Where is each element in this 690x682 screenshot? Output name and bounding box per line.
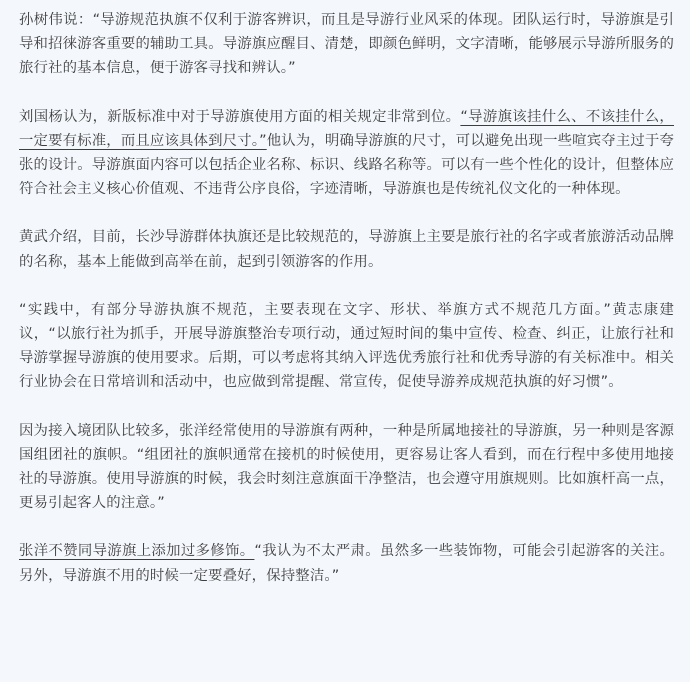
paragraph-liu-guoyang xyxy=(19,105,674,202)
paragraph-text: “实践中，有部分导游执旗不规范，主要表现在文字、形状、举旗方式不规范几方面。”黄志康建议，“以旅行社为抓手，开展导游旗整治专项行动，通过短时间的集中宣传、检查、纠正，让旅行社和导游掌握导游旗的使用要求。后期，可以考虑将其纳入评选优秀旅行社和优秀导游的有关标准中。相关行业协会在日常培训和活动中，也应做到常提醒、常宣传，促使导游养成规范执旗的好习惯”。 xyxy=(19,301,674,391)
paragraph-huang-wu xyxy=(19,225,674,273)
paragraph-huang-zhikang xyxy=(19,298,674,395)
paragraph-zhang-yang-decoration xyxy=(19,539,674,587)
paragraph-text: 孙树伟说：“导游规范执旗不仅利于游客辨识，而且是导游行业风采的体现。团队运行时，导游旗是引导和招徕游客重要的辅助工具。导游旗应醒目、清楚，即颜色鲜明，文字清晰，能够展示导游所服务的旅行社的基本信息，便于游客寻找和辨认。” xyxy=(19,12,674,77)
paragraph-text: 黄武介绍，目前，长沙导游群体执旗还是比较规范的，导游旗上主要是旅行社的名字或者旅游活动品牌的名称，基本上能做到高举在前，起到引领游客的作用。 xyxy=(19,229,674,270)
paragraph-text: 因为接入境团队比较多，张洋经常使用的导游旗有两种，一种是所属地接社的导游旗，另一种则是客源国组团社的旗帜。“组团社的旗帜通常在接机的时候使用，更容易让客人看到，而在行程中多使用地接社的导游旗。使用导游旗的时候，我会时刻注意旗面干净整洁，也会遵守用旗规则。比如旗杆高一点，更易引起客人的注意。” xyxy=(19,422,674,512)
paragraph-text: 他认为，明确导游旗的尺寸，可以避免出现一些喧宾夺主过于夸张的设计。导游旗面内容可以包括企业名称、标识、线路名称等。可以有一些个性化的设计，但整体应符合社会主义核心价值观、不违背公序良俗，字迹清晰，导游旗也是传统礼仪文化的一种体现。 xyxy=(19,132,674,198)
paragraph-text: 刘国杨认为，新版标准中对于导游旗使用方面的相关规定非常到位。 xyxy=(19,108,461,125)
paragraph-sun-shuwei xyxy=(19,8,674,81)
paragraph-zhang-yang xyxy=(19,419,674,516)
underlined-quote: “导游旗该挂什么、不该挂什么，一定要有标准，而且应该具体到尺寸。” xyxy=(19,108,674,149)
paragraph-text: “我认为不太严肃。虽然多一些装饰物，可能会引起游客的关注。另外，导游旗不用的时候一定要叠好，保持整洁。” xyxy=(19,543,674,584)
underlined-statement: 张洋不赞同导游旗上添加过多修饰。 xyxy=(19,543,255,560)
